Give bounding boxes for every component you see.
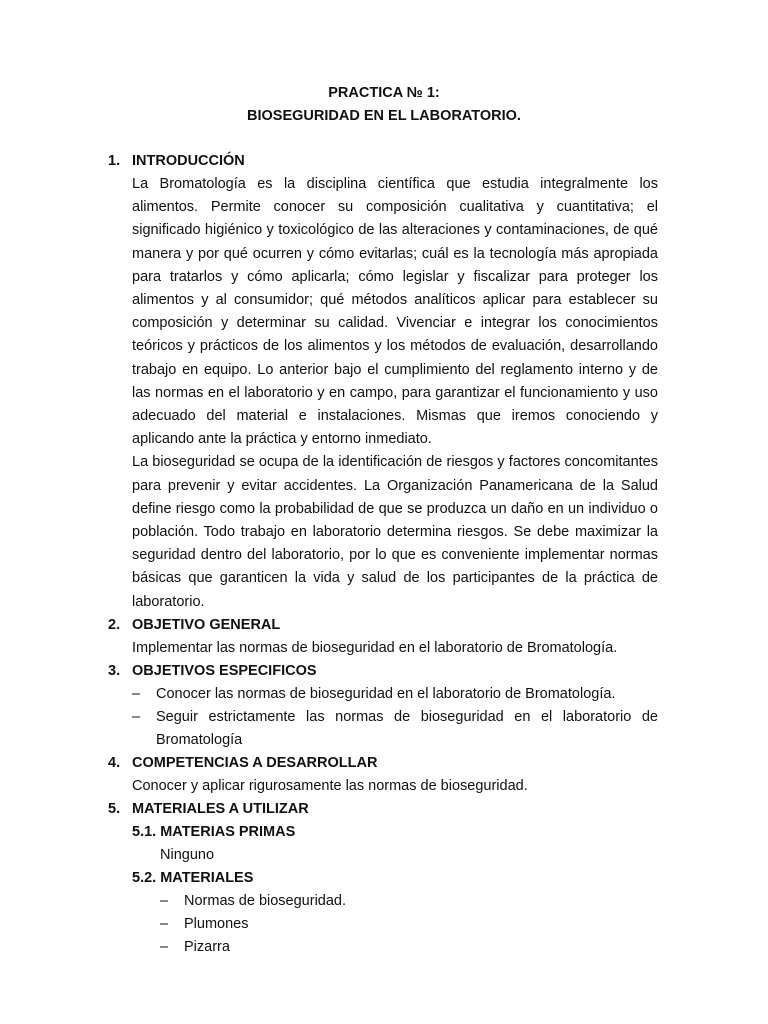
section-heading-general-objective: OBJETIVO GENERAL	[132, 616, 281, 633]
general-objective-text-row	[0, 637, 768, 660]
dash-bullet: –	[160, 939, 169, 956]
section-number: 4.	[108, 755, 121, 772]
section-number: 3.	[108, 662, 121, 679]
list-item	[0, 936, 768, 959]
list-item	[0, 683, 768, 706]
specific-objective-2: Seguir estrictamente las normas de bioseguridad en el laboratorio de Bromatología	[156, 708, 658, 749]
dash-bullet: –	[160, 893, 169, 910]
section-number: 1.	[108, 153, 121, 169]
dash-bullet: –	[132, 708, 141, 725]
section-number: 2.	[108, 616, 121, 633]
subsection-heading-materials: 5.2. MATERIALES	[132, 870, 254, 887]
list-item	[0, 913, 768, 936]
dash-bullet: –	[132, 685, 141, 702]
list-item	[132, 706, 658, 752]
material-item-2: Plumones	[184, 916, 249, 933]
section-materials-header	[0, 798, 768, 821]
material-item-1: Normas de bioseguridad.	[184, 893, 347, 910]
general-objective-text: Implementar las normas de bioseguridad en el laboratorio de Bromatología.	[132, 639, 618, 656]
section-heading-intro: INTRODUCCIÓN	[132, 153, 245, 169]
intro-paragraph-1: La Bromatología es la disciplina científica que estudia integralmente los alimentos. Permite conocer su composición cualitativa y cuantitativa; el significado higiénico y toxicológico de las alteraciones y contaminaciones, de qué manera y por qué ocurren y cómo evitarlas; cuál es la tecnología más apropiada para tratarlos y cómo aplicarla; cómo legislar y fiscalizar para proteger los alimentos y al consumidor; qué métodos analíticos aplicar para establecer su composición y determinar su calidad. Vivenciar e integrar los conocimientos teóricos y prácticos de los alimentos y los métodos de evaluación, desarrollando trabajo en equipo. Lo anterior bajo el cumplimiento del reglamento interno y de las normas en el laboratorio y en campo, para garantizar el funcionamiento y uso adecuado del material e instalaciones. Mismas que iremos conociendo y aplicando ante la práctica y entorno inmediato.	[132, 176, 658, 448]
section-heading-specific-objectives: OBJETIVOS ESPECIFICOS	[132, 662, 317, 679]
practice-number-title: PRACTICA № 1:	[328, 85, 440, 101]
list-item	[0, 890, 768, 913]
section-intro-header	[0, 150, 768, 173]
section-number: 5.	[108, 801, 121, 818]
section-heading-competencies: COMPETENCIAS A DESARROLLAR	[132, 755, 378, 772]
materials-subheader	[0, 867, 768, 890]
intro-paragraph-2: La bioseguridad se ocupa de la identificación de riesgos y factores concomitantes para prevenir y evitar accidentes. La Organización Panamericana de la Salud define riesgo como la probabilidad de que se produzca un daño en un individuo o población. Todo trabajo en laboratorio determina riesgos. Se debe maximizar la seguridad dentro del laboratorio, por lo que es conveniente implementar normas básicas que garanticen la vida y salud de los participantes de la práctica de laboratorio.	[132, 454, 658, 610]
section-general-objective-header	[0, 614, 768, 637]
raw-materials-text: Ninguno	[160, 847, 215, 864]
competencies-text-row	[0, 775, 768, 798]
competencies-text: Conocer y aplicar rigurosamente las normas de bioseguridad.	[132, 778, 528, 795]
raw-materials-header	[0, 821, 768, 844]
practice-subject-title: BIOSEGURIDAD EN EL LABORATORIO.	[247, 108, 521, 124]
section-heading-materials: MATERIALES A UTILIZAR	[132, 801, 309, 818]
raw-materials-text-row	[0, 844, 768, 867]
section-specific-objectives-header	[0, 660, 768, 683]
dash-bullet: –	[160, 916, 169, 933]
specific-objective-1: Conocer las normas de bioseguridad en el laboratorio de Bromatología.	[156, 685, 616, 702]
section-competencies-header	[0, 752, 768, 775]
material-item-3: Pizarra	[184, 939, 230, 956]
subsection-heading-raw-materials: 5.1. MATERIAS PRIMAS	[132, 824, 296, 841]
document-body	[0, 150, 768, 959]
